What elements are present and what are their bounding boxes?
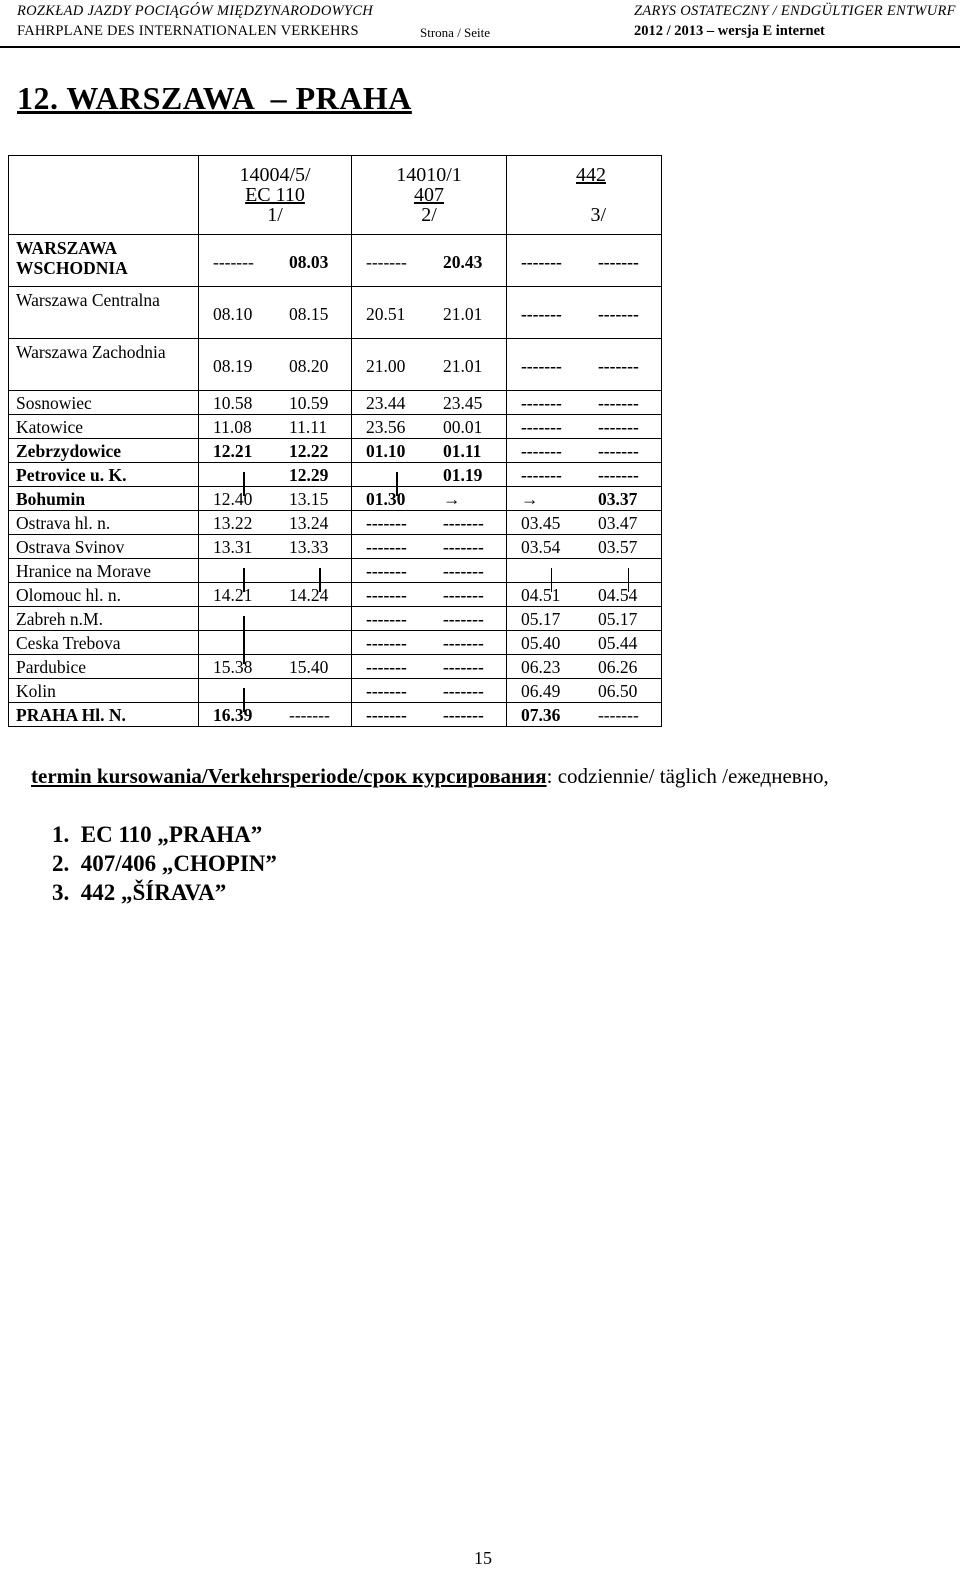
- train-3-times: [506, 287, 661, 339]
- train-2-times: [352, 583, 507, 607]
- time-cell: 05.40: [520, 632, 561, 653]
- train-3-times: [506, 559, 661, 583]
- station-name: Ostrava hl. n.: [9, 511, 199, 535]
- time-cell: -------: [442, 608, 484, 629]
- time-cell: 03.57: [597, 536, 638, 557]
- table-row: [9, 415, 662, 439]
- train-1-times: [199, 511, 352, 535]
- header-title-pl: ROZKŁAD JAZDY POCIĄGÓW MIĘDZYNARODOWYCH: [17, 3, 374, 19]
- train-3-times: [506, 391, 661, 415]
- time-cell: -------: [520, 252, 562, 272]
- train-notes: [52, 820, 277, 907]
- time-cell: 08.10: [213, 304, 253, 324]
- train-1-times: [199, 235, 352, 287]
- time-cell: 01.10: [366, 440, 406, 461]
- train-2-times: [352, 463, 507, 487]
- time-cell: -------: [366, 680, 407, 701]
- time-cell: 12.22: [289, 440, 329, 461]
- time-cell: 10.58: [213, 392, 253, 413]
- time-cell: 12.21: [213, 440, 253, 461]
- time-cell: 05.17: [597, 608, 638, 629]
- time-cell: →: [442, 488, 461, 509]
- train-2-times: [352, 511, 507, 535]
- train-2-times: [352, 287, 507, 339]
- time-cell: 05.17: [520, 608, 561, 629]
- time-cell: 23.56: [366, 416, 406, 437]
- train-1-name: EC 110: [245, 184, 305, 206]
- time-cell: -------: [597, 464, 639, 485]
- table-row: [9, 463, 662, 487]
- page-title: 12. WARSZAWA – PRAHA: [17, 80, 412, 116]
- time-cell: 01.11: [442, 440, 482, 461]
- time-cell: -------: [442, 512, 484, 533]
- time-cell: -------: [442, 560, 484, 581]
- table-row: [9, 703, 662, 727]
- time-cell: 06.49: [520, 680, 561, 701]
- time-cell: -------: [520, 392, 562, 413]
- train-3-times: [506, 583, 661, 607]
- train-3-times: [506, 631, 661, 655]
- train-2-times: [352, 703, 507, 727]
- train-2-times: [352, 655, 507, 679]
- time-cell: 05.44: [597, 632, 638, 653]
- table-row: [9, 339, 662, 391]
- time-cell: 07.36: [520, 704, 561, 725]
- time-cell: -------: [442, 680, 484, 701]
- station-name: Warszawa Centralna: [9, 287, 199, 339]
- time-cell: 04.54: [597, 584, 638, 605]
- time-cell: -------: [366, 632, 407, 653]
- time-cell: 03.37: [597, 488, 638, 509]
- time-cell: 10.59: [289, 392, 329, 413]
- train-1-times: [199, 583, 352, 607]
- time-cell: -------: [442, 656, 484, 677]
- train-1-times: [199, 287, 352, 339]
- train-3-times: [506, 235, 661, 287]
- time-cell: -------: [520, 304, 562, 324]
- time-cell: 06.26: [597, 656, 638, 677]
- train-note-2: 2. 407/406 „CHOPIN”: [52, 851, 277, 876]
- station-name: Zabreh n.M.: [9, 607, 199, 631]
- time-cell: 08.03: [289, 252, 329, 272]
- time-cell: -------: [442, 632, 484, 653]
- train-3-times: [506, 607, 661, 631]
- time-cell: 01.30: [366, 488, 406, 509]
- train-note-3: 3. 442 „ŠÍRAVA”: [52, 880, 227, 905]
- time-cell: -------: [597, 440, 639, 461]
- train-column-3-header: [506, 156, 661, 235]
- train-3-times: [506, 487, 661, 511]
- train-column-2-header: [352, 156, 507, 235]
- train-note-1: 1. EC 110 „PRAHA”: [52, 822, 263, 847]
- time-cell: -------: [442, 536, 484, 557]
- table-row: [9, 535, 662, 559]
- train-2-times: [352, 559, 507, 583]
- time-cell: -------: [366, 560, 407, 581]
- time-cell: -------: [520, 356, 562, 376]
- train-1-times: [199, 487, 352, 511]
- train-3-number: 442: [576, 164, 606, 186]
- station-name: Zebrzydowice: [9, 439, 199, 463]
- time-cell: -------: [520, 416, 562, 437]
- train-2-times: [352, 439, 507, 463]
- train-2-times: [352, 535, 507, 559]
- page-number: 15: [474, 1548, 492, 1568]
- time-cell: 12.29: [289, 464, 329, 485]
- train-3-times: [506, 703, 661, 727]
- table-row: [9, 559, 662, 583]
- time-cell: 20.51: [366, 304, 406, 324]
- train-3-times: [506, 415, 661, 439]
- time-cell: -------: [442, 704, 484, 725]
- header-version: 2012 / 2013 – wersja E internet: [634, 23, 825, 39]
- time-cell: 20.43: [442, 252, 483, 272]
- time-cell: 23.45: [442, 392, 483, 413]
- time-cell: 11.08: [213, 416, 252, 437]
- time-cell: -------: [520, 464, 562, 485]
- time-cell: 14.24: [289, 584, 329, 605]
- time-cell: 08.19: [213, 356, 253, 376]
- table-row: [9, 583, 662, 607]
- time-cell: 01.19: [442, 464, 483, 485]
- header-divider: [0, 46, 960, 48]
- station-name: Ostrava Svinov: [9, 535, 199, 559]
- table-row: [9, 235, 662, 287]
- time-cell: -------: [597, 252, 639, 272]
- time-cell: 08.15: [289, 304, 329, 324]
- time-cell: -------: [597, 416, 639, 437]
- train-2-times: [352, 607, 507, 631]
- time-cell: 03.54: [520, 536, 561, 557]
- table-row: [9, 511, 662, 535]
- train-3-times: [506, 535, 661, 559]
- operating-period: [31, 764, 829, 789]
- header-title-de: FAHRPLANE DES INTERNATIONALEN VERKEHRS: [17, 23, 359, 39]
- time-cell: 14.21: [213, 584, 253, 605]
- time-cell: 13.31: [213, 536, 253, 557]
- time-cell: -------: [213, 252, 254, 272]
- table-row: [9, 391, 662, 415]
- time-cell: 03.47: [597, 512, 638, 533]
- station-name: Hranice na Morave: [9, 559, 199, 583]
- table-row: [9, 631, 662, 655]
- train-1-note: 1/: [267, 204, 283, 226]
- time-cell: -------: [366, 584, 407, 605]
- train-3-times: [506, 655, 661, 679]
- train-2-times: [352, 487, 507, 511]
- time-cell: 00.01: [442, 416, 483, 437]
- time-cell: -------: [597, 304, 639, 324]
- operating-period-value: : codziennie/ täglich /ежедневно,: [546, 764, 829, 788]
- station-name: PRAHA Hl. N.: [9, 703, 199, 727]
- time-cell: -------: [366, 704, 407, 725]
- train-1-times: [199, 535, 352, 559]
- time-cell: -------: [520, 440, 562, 461]
- table-row: [9, 607, 662, 631]
- train-1-times: [199, 607, 352, 631]
- time-cell: 03.45: [520, 512, 561, 533]
- header-page-label: Strona / Seite: [420, 25, 491, 40]
- train-3-times: [506, 511, 661, 535]
- time-cell: -------: [366, 608, 407, 629]
- table-row: [9, 679, 662, 703]
- time-cell: 06.23: [520, 656, 561, 677]
- time-cell: -------: [289, 704, 330, 725]
- time-cell: 13.33: [289, 536, 329, 557]
- time-cell: 23.44: [366, 392, 406, 413]
- station-header-cell: [9, 156, 199, 235]
- time-cell: 13.15: [289, 488, 329, 509]
- train-2-times: [352, 631, 507, 655]
- page-header: [0, 0, 960, 48]
- train-1-times: [199, 655, 352, 679]
- time-cell: 21.00: [366, 356, 406, 376]
- train-3-times: [506, 463, 661, 487]
- train-1-times: [199, 631, 352, 655]
- time-cell: 06.50: [597, 680, 638, 701]
- train-column-1-header: [199, 156, 352, 235]
- time-cell: -------: [366, 656, 407, 677]
- time-cell: -------: [366, 252, 407, 272]
- train-2-times: [352, 391, 507, 415]
- time-cell: 21.01: [442, 304, 483, 324]
- time-cell: 21.01: [442, 356, 483, 376]
- time-cell: 04.51: [520, 584, 561, 605]
- time-cell: 08.20: [289, 356, 329, 376]
- train-2-number: 14010/1: [396, 164, 462, 186]
- station-name: Pardubice: [9, 655, 199, 679]
- time-cell: 13.24: [289, 512, 329, 533]
- station-name: Petrovice u. K.: [9, 463, 199, 487]
- time-cell: 15.40: [289, 656, 329, 677]
- time-cell: 16.39: [213, 704, 253, 725]
- train-1-times: [199, 703, 352, 727]
- station-name: Bohumin: [9, 487, 199, 511]
- header-draft-label: ZARYS OSTATECZNY / ENDGÜLTIGER ENTWURF: [634, 3, 956, 19]
- train-1-times: [199, 463, 352, 487]
- time-cell: -------: [597, 704, 639, 725]
- train-3-note: 3/: [590, 204, 606, 226]
- station-name: Katowice: [9, 415, 199, 439]
- station-name: Warszawa Zachodnia: [9, 339, 199, 391]
- station-name: Sosnowiec: [9, 391, 199, 415]
- time-cell: 11.11: [289, 416, 328, 437]
- train-1-times: [199, 439, 352, 463]
- timetable: [8, 155, 662, 727]
- table-row: [9, 439, 662, 463]
- time-cell: 13.22: [213, 512, 253, 533]
- train-1-times: [199, 415, 352, 439]
- station-name: Kolin: [9, 679, 199, 703]
- time-cell: 15.38: [213, 656, 253, 677]
- time-cell: →: [520, 488, 539, 509]
- train-1-times: [199, 679, 352, 703]
- train-1-times: [199, 559, 352, 583]
- train-1-times: [199, 339, 352, 391]
- train-2-times: [352, 339, 507, 391]
- train-3-times: [506, 679, 661, 703]
- time-cell: -------: [366, 512, 407, 533]
- train-2-name: 407: [413, 184, 444, 206]
- train-2-times: [352, 235, 507, 287]
- table-row: [9, 655, 662, 679]
- time-cell: -------: [442, 584, 484, 605]
- table-row: [9, 487, 662, 511]
- train-3-times: [506, 439, 661, 463]
- train-3-times: [506, 339, 661, 391]
- train-1-number: 14004/5/: [239, 164, 311, 186]
- station-name: Ceska Trebova: [9, 631, 199, 655]
- time-cell: -------: [597, 356, 639, 376]
- train-2-times: [352, 415, 507, 439]
- time-cell: -------: [366, 536, 407, 557]
- operating-period-label: termin kursowania/Verkehrsperiode/срок курсирования: [31, 764, 547, 788]
- timetable-header-row: [9, 156, 662, 235]
- table-row: [9, 287, 662, 339]
- train-2-times: [352, 679, 507, 703]
- station-name: Olomouc hl. n.: [9, 583, 199, 607]
- time-cell: -------: [597, 392, 639, 413]
- station-name: WARSZAWA WSCHODNIA: [9, 235, 199, 287]
- time-cell: 12.40: [213, 488, 253, 509]
- train-2-note: 2/: [421, 204, 437, 226]
- train-1-times: [199, 391, 352, 415]
